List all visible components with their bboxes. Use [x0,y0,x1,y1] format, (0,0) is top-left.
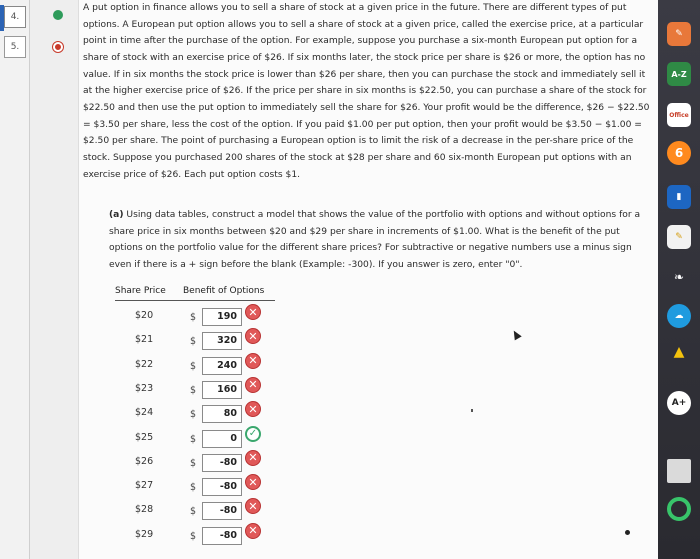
table-row [115,525,300,549]
share-price-cell: $28 [135,504,154,516]
window-app-icon[interactable] [667,459,691,483]
question-4-button[interactable]: 4. [4,6,26,28]
drive-app-icon[interactable]: ▲ [673,344,685,360]
incorrect-x-icon: ✕ [245,498,261,514]
ring-app-icon[interactable] [667,497,691,521]
problem-statement: A put option in finance allows you to sell a share of stock at a given price in the future. There are different types of put options. A European put option allows you to sell a share of stock at a given price, called the exercise price, at a particular point in time after the purchase of the option. For example, suppose you purchase a six-month European put option for a share of stock with an exercise price of $26. If six months later, the stock price per share is $26 or more, the option has no value. If in six months the stock price is lower than $26 per share, then you can purchase the stock and immediately sell it at the higher exercise price of $26. If the price per share in six months is $22.50, you can purchase a share of the stock for $22.50 and then use the put option to immediately sell the share for $26. Your profit would be the difference, $26 − $22.50 = $3.50 per share, less the cost of the option. If you paid $1.00 per put option, then your profit would be $3.50 − $1.00 = $2.50 per share. The point of purchasing a European option is to limit the risk of a decrease in the per-share price of the stock. Suppose you purchased 200 shares of the stock at $28 per share and 60 six-month European put options with an exercise price of $26. Each put option costs $1. [83,3,650,180]
benefit-input[interactable]: 80 [202,405,242,423]
benefit-input[interactable]: -80 [202,527,242,545]
table-header [115,286,275,301]
benefit-input[interactable]: 320 [202,332,242,350]
benefit-input[interactable]: 190 [202,308,242,326]
currency-symbol: $ [190,360,197,372]
benefit-input[interactable]: 0 [202,430,242,448]
incorrect-x-icon: ✕ [245,304,261,320]
table-row [115,476,300,500]
dictionary-app-icon[interactable]: A-Z [667,62,691,86]
correct-check-icon: ✓ [245,426,261,442]
table-row [115,452,300,476]
table-row [115,428,300,452]
question-navigator [0,0,30,559]
notes-app-icon[interactable]: ✎ [667,225,691,249]
share-price-cell: $27 [135,480,154,492]
currency-symbol: $ [190,457,197,469]
part-a-label: (a) [109,210,124,220]
benefit-input[interactable]: -80 [202,478,242,496]
share-price-cell: $24 [135,407,154,419]
app-dock [658,0,700,559]
question-content [78,0,658,559]
reading-app-icon[interactable]: ❧ [673,270,685,284]
share-price-cell: $29 [135,528,154,540]
benefit-header: Benefit of Options [183,286,265,296]
currency-symbol: $ [190,336,197,348]
incorrect-x-icon: ✕ [245,401,261,417]
incorrect-x-icon: ✕ [245,353,261,369]
question-5-button[interactable]: 5. [4,36,26,58]
share-price-header: Share Price [115,286,166,296]
benefit-input[interactable]: 240 [202,357,242,375]
incorrect-x-icon: ✕ [245,377,261,393]
pointer-dot [625,530,630,535]
currency-symbol: $ [190,530,197,542]
cloud-app-icon[interactable]: ☁ [667,304,691,328]
share-price-cell: $25 [135,431,154,443]
incorrect-x-icon: ✕ [245,474,261,490]
text-cursor [471,409,473,412]
incomplete-status-icon [53,42,63,52]
status-column [30,0,78,559]
table-row [115,355,300,379]
table-row [115,330,300,354]
mouse-cursor-icon [510,329,521,341]
book-app-icon[interactable]: ▮ [667,185,691,209]
benefit-input[interactable]: -80 [202,454,242,472]
currency-symbol: $ [190,433,197,445]
currency-symbol: $ [190,384,197,396]
brush-app-icon[interactable]: ✎ [667,22,691,46]
incorrect-x-icon: ✕ [245,328,261,344]
incorrect-x-icon: ✕ [245,523,261,539]
share-price-cell: $20 [135,310,154,321]
table-row [115,500,300,524]
currency-symbol: $ [190,409,197,421]
currency-symbol: $ [190,482,197,494]
share-price-cell: $26 [135,455,154,467]
six-app-icon[interactable]: 6 [667,141,691,165]
benefit-input[interactable]: 160 [202,381,242,399]
office-app-icon[interactable]: Office [667,103,691,127]
completed-status-icon [53,10,63,20]
table-row [115,379,300,403]
share-price-cell: $22 [135,358,154,370]
table-row [115,306,300,330]
grade-app-icon[interactable]: A+ [667,391,691,415]
part-a-text: Using data tables, construct a model that shows the value of the portfolio with options and without options for a share price in six months between $20 and $29 per share in increments of $1.00. What is the benefit of the put options on the portfolio value for the different share prices? For subtractive or negative numbers use a minus sign even if there is a + sign before the blank (Example: -300). If you answer is zero, enter "0". [109,210,641,270]
currency-symbol: $ [190,312,197,323]
table-row [115,403,300,427]
benefit-input[interactable]: -80 [202,502,242,520]
part-a-prompt [109,207,654,273]
incorrect-x-icon: ✕ [245,450,261,466]
share-price-cell: $21 [135,334,154,346]
share-price-cell: $23 [135,382,154,394]
currency-symbol: $ [190,506,197,518]
